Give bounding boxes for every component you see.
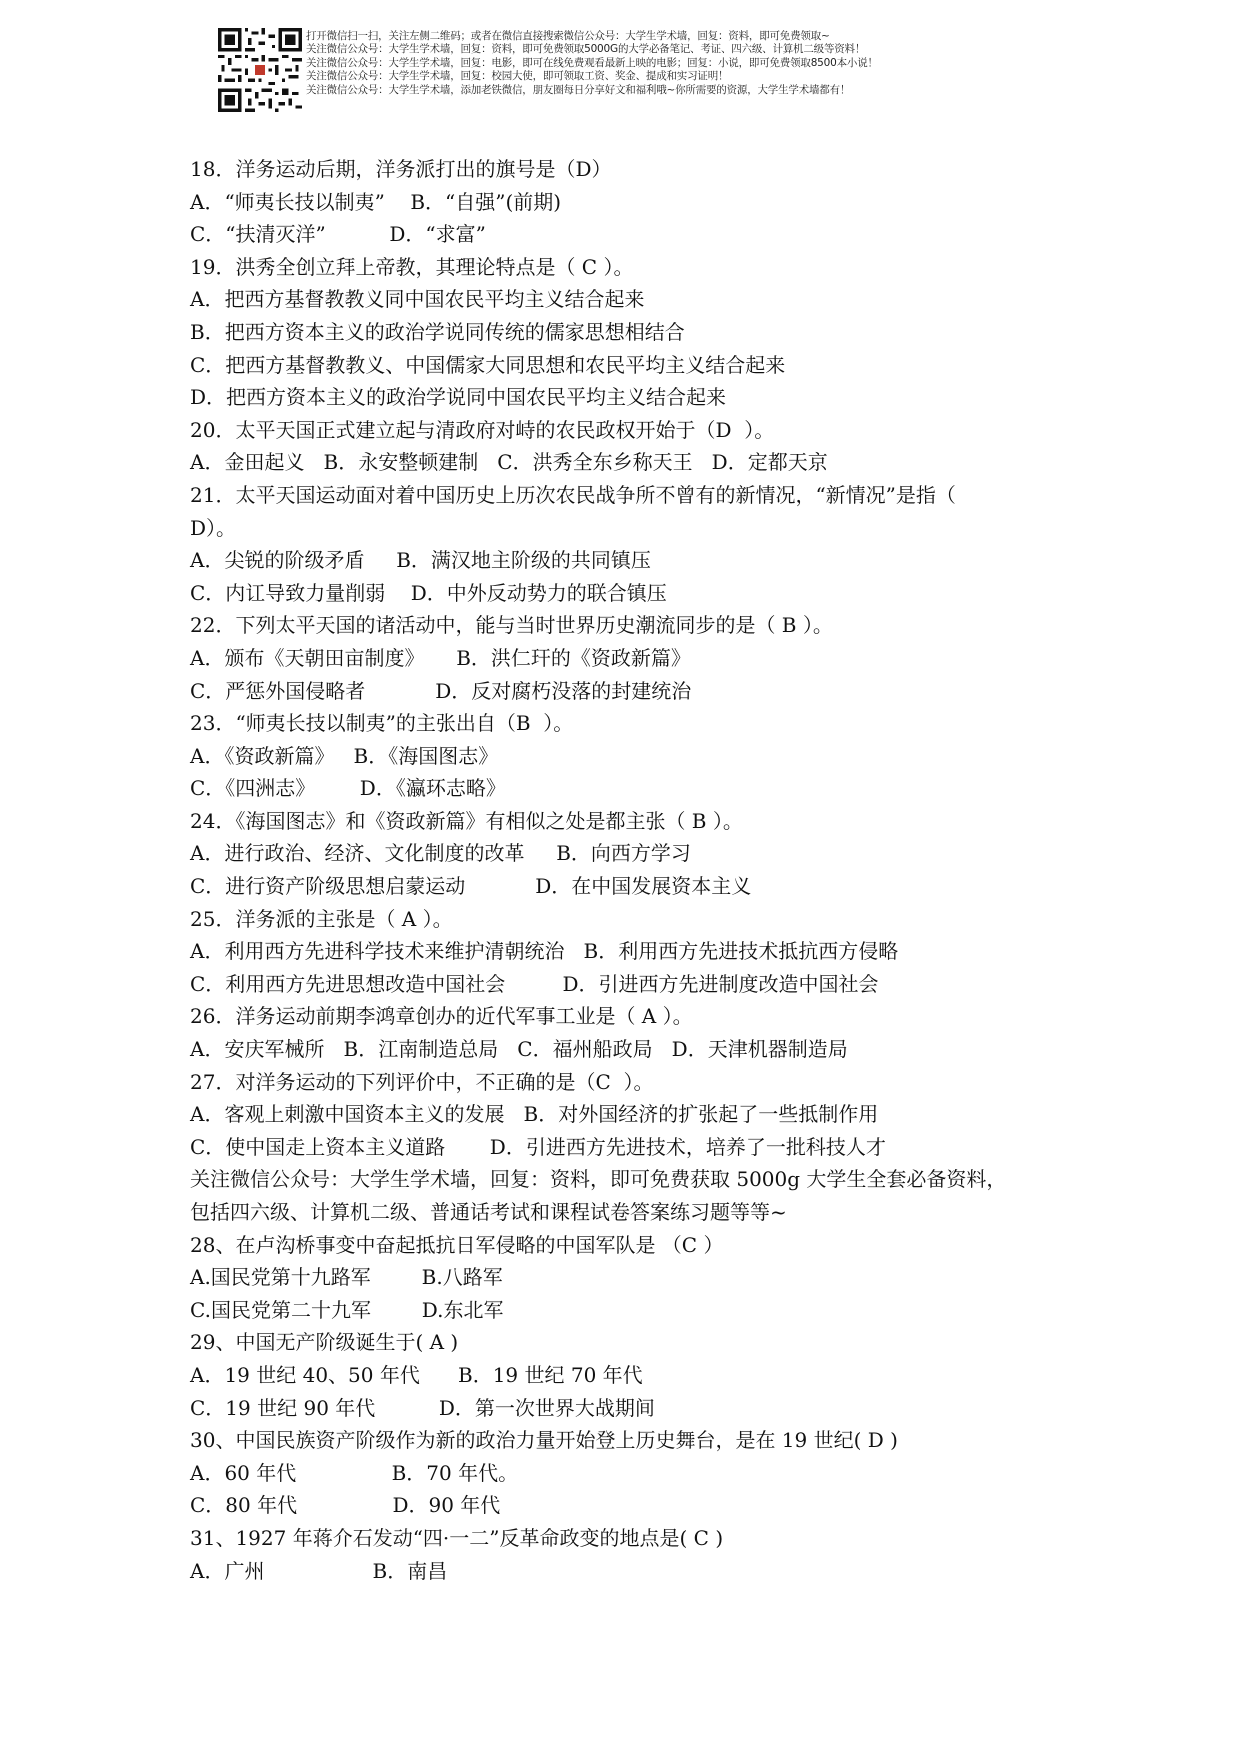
question-30: 30、中国民族资产阶级作为新的政治力量开始登上历史舞台，是在 19 世纪( D ) bbox=[190, 1428, 898, 1453]
option-line: A．19 世纪 40、50 年代 B．19 世纪 70 年代 bbox=[190, 1362, 643, 1387]
option-line: A．《资政新篇》 B．《海国图志》 bbox=[190, 743, 499, 768]
option-line: C．严惩外国侵略者 D．反对腐朽没落的封建统治 bbox=[190, 678, 692, 703]
question-24: 24．《海国图志》和《资政新篇》有相似之处是都主张（ B ）。 bbox=[190, 808, 743, 833]
question-28: 28、在卢沟桥事变中奋起抵抗日军侵略的中国军队是 （C ） bbox=[190, 1232, 724, 1257]
option-line: B．把西方资本主义的政治学说同传统的儒家思想相结合 bbox=[190, 319, 685, 344]
option-line: A．广州 B．南昌 bbox=[190, 1558, 448, 1583]
header-line: 关注微信公众号：大学生学术墙，回复：校园大使，即可领取工资、奖金、提成和实习证明！ bbox=[306, 70, 729, 83]
question-27: 27．对洋务运动的下列评价中，不正确的是（C ）。 bbox=[190, 1069, 654, 1094]
page-header bbox=[218, 28, 1038, 112]
question-18: 18．洋务运动后期，洋务派打出的旗号是（D） bbox=[190, 157, 612, 181]
option-line: A．金田起义 B．永安整顿建制 C．洪秀全东乡称天王 D．定都天京 bbox=[190, 450, 828, 475]
option-line: C．使中国走上资本主义道路 D．引进西方先进技术，培养了一批科技人才 bbox=[190, 1134, 886, 1159]
question-23: 23．“师夷长技以制夷”的主张出自（B ）。 bbox=[190, 711, 574, 736]
option-line: C．19 世纪 90 年代 D．第一次世界大战期间 bbox=[190, 1395, 655, 1420]
option-line: C．80 年代 D．90 年代 bbox=[190, 1493, 501, 1518]
option-line: C．“扶清灭洋” D．“求富” bbox=[190, 222, 486, 247]
option-line: A．把西方基督教教义同中国农民平均主义结合起来 bbox=[190, 287, 645, 312]
option-line: C．把西方基督教教义、中国儒家大同思想和农民平均主义结合起来 bbox=[190, 352, 786, 377]
option-line: A．颁布《天朝田亩制度》 B．洪仁玕的《资政新篇》 bbox=[190, 645, 691, 670]
option-line: A．安庆军械所 B．江南制造总局 C．福州船政局 D．天津机器制造局 bbox=[190, 1037, 848, 1062]
option-line: C．《四洲志》 D．《瀛环志略》 bbox=[190, 776, 506, 801]
question-22: 22．下列太平天国的诸活动中，能与当时世界历史潮流同步的是（ B ）。 bbox=[190, 613, 833, 638]
header-promo-text bbox=[306, 30, 1046, 97]
document-body bbox=[190, 153, 1090, 1587]
option-line: A．60 年代 B．70 年代。 bbox=[190, 1460, 519, 1485]
question-19: 19．洪秀全创立拜上帝教，其理论特点是（ C ）。 bbox=[190, 254, 634, 279]
header-line: 关注微信公众号：大学生学术墙，回复：电影，即可在线免费观看最新上映的电影；回复：小说，即可免费领取8500本小说！ bbox=[306, 56, 878, 69]
header-line: 关注微信公众号：大学生学术墙，添加老铁微信，朋友圈每日分享好文和福利哦~你所需要的资源，大学生学术墙都有！ bbox=[306, 83, 851, 96]
question-31: 31、1927 年蒋介石发动“四·一二”反革命政变的地点是( C ) bbox=[190, 1525, 724, 1550]
option-line: C．进行资产阶级思想启蒙运动 D．在中国发展资本主义 bbox=[190, 874, 752, 899]
option-line: C．内讧导致力量削弱 D．中外反动势力的联合镇压 bbox=[190, 580, 667, 605]
option-line: C.国民党第二十九军 D.东北军 bbox=[190, 1297, 504, 1322]
promo-line: 包括四六级、计算机二级、普通话考试和课程试卷答案练习题等等~ bbox=[190, 1200, 787, 1224]
question-26: 26．洋务运动前期李鸿章创办的近代军事工业是（ A ）。 bbox=[190, 1004, 693, 1029]
question-21: 21．太平天国运动面对着中国历史上历次农民战争所不曾有的新情况，“新情况”是指（ bbox=[190, 482, 956, 507]
header-line: 打开微信扫一扫，关注左侧二维码；或者在微信直接搜索微信公众号：大学生学术墙，回复：资料，即可免费领取~ bbox=[306, 30, 830, 42]
question-29: 29、中国无产阶级诞生于( A ) bbox=[190, 1330, 459, 1355]
question-25: 25．洋务派的主张是（ A ）。 bbox=[190, 906, 453, 931]
option-line: D．把西方资本主义的政治学说同中国农民平均主义结合起来 bbox=[190, 385, 727, 410]
qr-code-icon[interactable] bbox=[218, 28, 302, 112]
question-20: 20．太平天国正式建立起与清政府对峙的农民政权开始于（D ）。 bbox=[190, 417, 775, 442]
option-line: A.国民党第十九路军 B.八路军 bbox=[190, 1265, 503, 1290]
option-line: A．尖锐的阶级矛盾 B．满汉地主阶级的共同镇压 bbox=[190, 548, 651, 573]
option-line: A．利用西方先进科学技术来维护清朝统治 B．利用西方先进技术抵抗西方侵略 bbox=[190, 939, 899, 964]
option-line: C．利用西方先进思想改造中国社会 D．引进西方先进制度改造中国社会 bbox=[190, 971, 879, 996]
question-21-continued: D）。 bbox=[190, 515, 237, 540]
option-line: A．“师夷长技以制夷” B．“自强”(前期) bbox=[190, 189, 562, 214]
option-line: A．进行政治、经济、文化制度的改革 B．向西方学习 bbox=[190, 841, 691, 866]
promo-line: 关注微信公众号：大学生学术墙，回复：资料，即可免费获取 5000g 大学生全套必备资料， bbox=[190, 1167, 1007, 1192]
option-line: A．客观上刺激中国资本主义的发展 B．对外国经济的扩张起了一些抵制作用 bbox=[190, 1102, 879, 1127]
header-line: 关注微信公众号：大学生学术墙，回复：资料，即可免费领取5000G的大学必备笔记、考证、四六级、计算机二级等资料！ bbox=[306, 43, 866, 56]
